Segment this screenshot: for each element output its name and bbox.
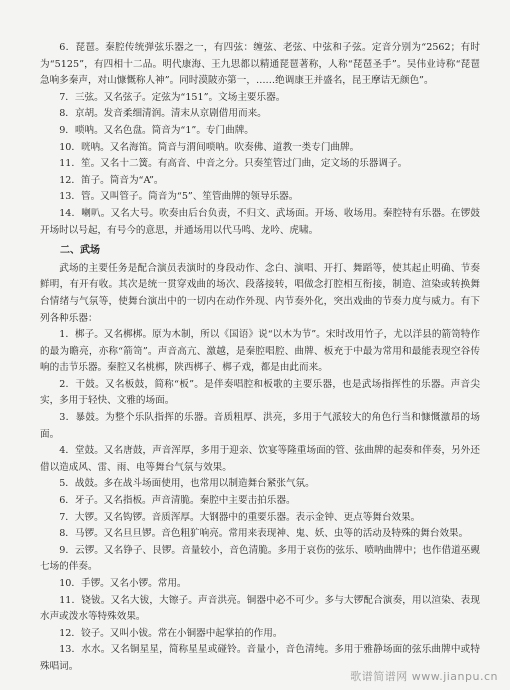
instrument-haidi: 10．咣呐。又名海笛。筒音与渭间唢呐。吹奏佛、道教一类专门曲牌。 [59, 141, 360, 153]
instrument-jinghu: 8．京胡。发音柔细清润。清末从京剧借用而来。 [59, 108, 267, 120]
instrument-bangzi: 1．梆子。又名梆梆。原为木制，所以《国语》说“以木为节”。宋时改用竹子，尤以洋县的箭笥特作的最为瞻亮，亦称“箭笥”。声音高亢、激越，是秦腔唱腔、曲牌、板充于中最为常用和最能表现空谷传响的击节乐器。秦腔又名桃梆，陕西梆子、梆子戏，都是由此而来。 [40, 329, 480, 374]
instrument-gangu: 2．干鼓。又名板鼓，简称“板”。是伴奏唱腔和板歌的主要乐器，也是武场指挥性的乐器。声音尖实，多用于轻快、文雅的场面。 [40, 378, 480, 407]
instrument-naobo: 11．铙钹。又名大钹，大镲子。声音洪亮。铜器中必不可少。多与大锣配合演奏，用以渲染、表现水声或泼水等特殊效果。 [40, 594, 480, 623]
instrument-suona: 9．唢呐。又名色盘。筒音为“1”。专门曲牌。 [59, 124, 254, 136]
instrument-daluo: 7．大锣。又名钩锣。音质浑厚。大钢器中的重要乐器。表示金钟、更点等舞台效果。 [59, 511, 421, 523]
instrument-shuishui: 13．水水。又名铜星星，简称星星或碰铃。音量小，音色清纯。多用于雅静场面的弦乐曲牌中或特殊唱词。 [40, 644, 480, 672]
instrument-pipa: 6．琵琶。秦腔传统弹弦乐器之一，有四弦：缠弦、老弦、中弦和子弦。定音分别为“2562；有时为“5125”，有四相十二品。明代康海、王九思都以精通琵琶著称，人称“琵琶圣手”。吴伟业诗称“琵琶急响多秦声，对山慷慨称人神”。同时漠陂亦第一，……绝调康王并盛名，昆王摩诘无颜色”。 [40, 42, 480, 87]
instrument-sanxian: 7．三弦。又名弦子。定弦为“151”。文场主要乐器。 [59, 91, 286, 103]
instrument-dizi: 12．笛子。筒音为“A”。 [59, 174, 164, 186]
instrument-laba: 14．喇叭。又名大号。吹奏由后台负责，不归文、武场面。开场、收场用。秦腔特有乐器。在锣鼓开场时以号起，有号今的意思，并通场用以代马鸣、龙吟、虎啸。 [40, 207, 480, 236]
instrument-guan: 13．管。又叫管子。筒音为“5”、笙管曲牌的领导乐器。 [59, 191, 299, 203]
instrument-baogu: 3．暴鼓。为整个乐队指挥的乐器。音质粗厚、洪亮，多用于气派较大的角色行当和慷慨激昂的场面。 [40, 412, 480, 440]
instrument-shouluo: 10．手锣。又名小锣。常用。 [59, 578, 187, 589]
document-page [40, 40, 480, 676]
wuchang-intro: 武场的主要任务是配合演员表演时的身段动作、念白、演唱、开打、舞蹈等，使其起止明确、节奏鲜明，有开有收。其次是统一贯穿戏曲的场次、段落接转，唱做念打腔相互衔接，制造、渲染或转换舞台情绪与气氛等，使舞台演出中的一切内在动作外现、内节奏外化，突出戏曲的节奏力度与威力。有下列各种乐器： [40, 262, 480, 324]
instrument-jiaozi: 12．铰子。又叫小钹。常在小铜器中起掌拍的作用。 [59, 627, 283, 639]
instrument-maluo: 8．马锣。又名旦旦锣。音色粗犷响亮。常用来表现神、鬼、妖、虫等的活动及特殊的舞台效果。 [59, 528, 469, 540]
instrument-sheng: 11．笙。又名十二簧。有高音、中音之分。只奏笙管过门曲，定文场的乐器调子。 [59, 158, 408, 170]
instrument-tanggu: 4．堂鼓。又名唐鼓，声音浑厚，多用于迎亲、饮宴等隆重场面的管、弦曲牌的起奏和伴奏，另外还借以造成风、雷、雨、电等舞台气氛与效果。 [40, 445, 480, 473]
section-heading-wuchang: 二、武场 [60, 245, 100, 257]
site-watermark: 歌谱简谱网 www.jianpu.cn [350, 670, 498, 683]
instrument-yazi: 6．牙子。又名指板。声音清脆。秦腔中主要击拍乐器。 [59, 495, 296, 507]
instrument-yunluo: 9．云锣。又名铮子、艮锣。音量较小，音色清脆。多用于哀伤的弦乐、喷呐曲牌中；也作借道巫觋七场的伴奏。 [40, 544, 480, 573]
instrument-zhangu: 5．战鼓。多在战斗场面使用，也常用以制造舞台紧张气氛。 [59, 478, 315, 490]
